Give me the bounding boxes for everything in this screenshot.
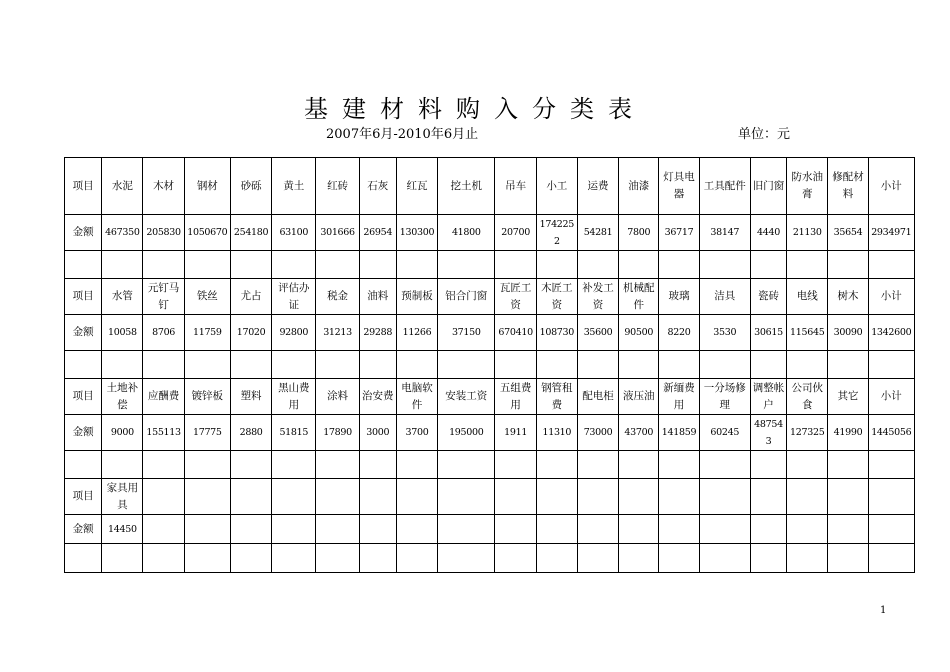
amount-cell: 8706: [143, 315, 184, 351]
empty-cell: [659, 544, 699, 573]
empty-cell: [495, 351, 536, 379]
empty-cell: [230, 451, 271, 479]
amount-cell: [750, 515, 786, 544]
amount-cell: 92800: [272, 315, 316, 351]
empty-cell: [184, 451, 230, 479]
amount-cell: 195000: [438, 415, 495, 451]
spacer-row: [65, 544, 915, 573]
empty-cell: [65, 351, 102, 379]
item-row: [65, 158, 915, 215]
amount-cell: 670410: [495, 315, 536, 351]
item-cell: 油料: [359, 279, 396, 315]
amount-cell: 54281: [577, 215, 618, 251]
amount-cell: 43700: [619, 415, 659, 451]
item-cell: 安装工资: [438, 379, 495, 415]
empty-cell: [577, 451, 618, 479]
amount-cell: 3530: [699, 315, 750, 351]
amount-cell: [577, 515, 618, 544]
empty-cell: [272, 351, 316, 379]
item-cell: 运费: [577, 158, 618, 215]
item-cell: 木匠工资: [536, 279, 577, 315]
item-cell: [230, 479, 271, 515]
amount-cell: 205830: [143, 215, 184, 251]
item-cell: 黑山费用: [272, 379, 316, 415]
page-title: 基建材料购入分类表: [304, 95, 646, 123]
empty-cell: [699, 351, 750, 379]
empty-cell: [750, 451, 786, 479]
amount-cell: 20700: [495, 215, 536, 251]
empty-cell: [787, 251, 828, 279]
amount-cell: 26954: [359, 215, 396, 251]
amount-cell: [272, 515, 316, 544]
empty-cell: [828, 544, 868, 573]
empty-cell: [396, 351, 437, 379]
amount-cell: 3700: [396, 415, 437, 451]
amount-cell: [495, 515, 536, 544]
item-cell: 税金: [316, 279, 359, 315]
item-cell: 瓦匠工资: [495, 279, 536, 315]
amount-cell: 73000: [577, 415, 618, 451]
empty-cell: [536, 544, 577, 573]
amount-cell: 37150: [438, 315, 495, 351]
amount-cell: 35654: [828, 215, 868, 251]
amount-row: [65, 515, 915, 544]
item-cell: [438, 479, 495, 515]
amount-cell: 17775: [184, 415, 230, 451]
empty-cell: [272, 451, 316, 479]
item-cell: 元钉马钉: [143, 279, 184, 315]
amount-row: [65, 315, 915, 351]
empty-cell: [536, 351, 577, 379]
empty-cell: [787, 544, 828, 573]
item-row: [65, 479, 915, 515]
empty-cell: [316, 251, 359, 279]
item-cell: 五组费用: [495, 379, 536, 415]
amount-cell: 141859: [659, 415, 699, 451]
item-cell: [699, 479, 750, 515]
amount-cell: 7800: [619, 215, 659, 251]
amount-cell: 1911: [495, 415, 536, 451]
item-cell: [495, 479, 536, 515]
amount-cell: 127325: [787, 415, 828, 451]
item-cell: 瓷砖: [750, 279, 786, 315]
empty-cell: [272, 544, 316, 573]
amount-cell: 155113: [143, 415, 184, 451]
spacer-row: [65, 351, 915, 379]
item-cell: 铝合门窗: [438, 279, 495, 315]
item-row: [65, 379, 915, 415]
amount-cell: [868, 515, 914, 544]
amount-cell: 17020: [230, 315, 271, 351]
amount-cell: 31213: [316, 315, 359, 351]
amount-cell: 301666: [316, 215, 359, 251]
amount-cell: 4440: [750, 215, 786, 251]
amount-cell: [230, 515, 271, 544]
empty-cell: [396, 451, 437, 479]
empty-cell: [750, 544, 786, 573]
item-cell: [143, 479, 184, 515]
amount-cell: 17890: [316, 415, 359, 451]
amount-cell: 8220: [659, 315, 699, 351]
empty-cell: [102, 251, 143, 279]
empty-cell: [619, 351, 659, 379]
item-cell: [536, 479, 577, 515]
amount-cell: 2934971: [868, 215, 914, 251]
empty-cell: [495, 251, 536, 279]
amount-cell: [316, 515, 359, 544]
amount-cell: 14450: [102, 515, 143, 544]
amount-cell: [184, 515, 230, 544]
amount-cell: [619, 515, 659, 544]
item-cell: 钢材: [184, 158, 230, 215]
item-cell: 电脑软件: [396, 379, 437, 415]
empty-cell: [102, 351, 143, 379]
empty-cell: [750, 351, 786, 379]
empty-cell: [868, 251, 914, 279]
empty-cell: [438, 351, 495, 379]
empty-cell: [272, 251, 316, 279]
empty-cell: [102, 544, 143, 573]
amount-cell: 35600: [577, 315, 618, 351]
item-cell: 工具配件: [699, 158, 750, 215]
item-cell: 洁具: [699, 279, 750, 315]
spacer-row: [65, 251, 915, 279]
amount-cell: 1742252: [536, 215, 577, 251]
amount-cell: [396, 515, 437, 544]
empty-cell: [438, 251, 495, 279]
amount-cell: 1445056: [868, 415, 914, 451]
empty-cell: [495, 451, 536, 479]
empty-cell: [619, 544, 659, 573]
item-cell: [619, 479, 659, 515]
amount-cell: 487543: [750, 415, 786, 451]
amount-cell: [438, 515, 495, 544]
item-cell: [359, 479, 396, 515]
item-cell: [316, 479, 359, 515]
empty-cell: [577, 544, 618, 573]
item-row: [65, 279, 915, 315]
empty-cell: [65, 251, 102, 279]
unit-label: 单位：元: [738, 127, 791, 142]
empty-cell: [787, 451, 828, 479]
empty-cell: [619, 251, 659, 279]
item-cell: 玻璃: [659, 279, 699, 315]
amount-cell: 11266: [396, 315, 437, 351]
row-header: 金额: [65, 215, 102, 251]
empty-cell: [230, 351, 271, 379]
item-cell: 挖土机: [438, 158, 495, 215]
empty-cell: [659, 451, 699, 479]
empty-cell: [143, 544, 184, 573]
item-cell: 红瓦: [396, 158, 437, 215]
item-cell: [868, 479, 914, 515]
amount-cell: [536, 515, 577, 544]
amount-cell: 10058: [102, 315, 143, 351]
page-number: 1: [880, 605, 887, 616]
amount-cell: 1342600: [868, 315, 914, 351]
amount-cell: [143, 515, 184, 544]
row-header: 项目: [65, 379, 102, 415]
item-cell: 土地补偿: [102, 379, 143, 415]
item-cell: 电线: [787, 279, 828, 315]
empty-cell: [184, 251, 230, 279]
empty-cell: [143, 451, 184, 479]
empty-cell: [316, 451, 359, 479]
item-cell: 小工: [536, 158, 577, 215]
amount-cell: 60245: [699, 415, 750, 451]
empty-cell: [868, 351, 914, 379]
item-cell: 灯具电器: [659, 158, 699, 215]
amount-cell: 115645: [787, 315, 828, 351]
empty-cell: [65, 451, 102, 479]
item-cell: 液压油: [619, 379, 659, 415]
empty-cell: [868, 451, 914, 479]
amount-cell: 29288: [359, 315, 396, 351]
item-cell: 其它: [828, 379, 868, 415]
empty-cell: [316, 351, 359, 379]
item-cell: 调整帐户: [750, 379, 786, 415]
amount-cell: 3000: [359, 415, 396, 451]
item-cell: 小计: [868, 379, 914, 415]
amount-cell: 30090: [828, 315, 868, 351]
empty-cell: [359, 544, 396, 573]
row-header: 项目: [65, 158, 102, 215]
amount-cell: 130300: [396, 215, 437, 251]
empty-cell: [787, 351, 828, 379]
spacer-row: [65, 451, 915, 479]
amount-cell: 9000: [102, 415, 143, 451]
empty-cell: [536, 251, 577, 279]
empty-cell: [184, 351, 230, 379]
row-header: 金额: [65, 415, 102, 451]
item-cell: 镀锌板: [184, 379, 230, 415]
amount-cell: 30615: [750, 315, 786, 351]
empty-cell: [828, 251, 868, 279]
row-header: 项目: [65, 279, 102, 315]
empty-cell: [577, 351, 618, 379]
item-cell: 砂砾: [230, 158, 271, 215]
item-cell: 黄土: [272, 158, 316, 215]
date-range: 2007年6月-2010年6月止: [326, 127, 479, 142]
amount-cell: [359, 515, 396, 544]
empty-cell: [495, 544, 536, 573]
amount-cell: [828, 515, 868, 544]
empty-cell: [316, 544, 359, 573]
empty-cell: [359, 351, 396, 379]
empty-cell: [230, 251, 271, 279]
item-cell: 家具用具: [102, 479, 143, 515]
amount-cell: [699, 515, 750, 544]
item-cell: 小计: [868, 158, 914, 215]
item-cell: 旧门窗: [750, 158, 786, 215]
amount-cell: 36717: [659, 215, 699, 251]
item-cell: 应酬费: [143, 379, 184, 415]
item-cell: 树木: [828, 279, 868, 315]
amount-cell: 41990: [828, 415, 868, 451]
empty-cell: [699, 251, 750, 279]
item-cell: 石灰: [359, 158, 396, 215]
empty-cell: [536, 451, 577, 479]
item-cell: 修配材料: [828, 158, 868, 215]
empty-cell: [438, 544, 495, 573]
item-cell: [828, 479, 868, 515]
amount-cell: 254180: [230, 215, 271, 251]
amount-cell: [659, 515, 699, 544]
amount-cell: 63100: [272, 215, 316, 251]
item-cell: [272, 479, 316, 515]
empty-cell: [396, 544, 437, 573]
amount-cell: 90500: [619, 315, 659, 351]
amount-cell: 41800: [438, 215, 495, 251]
item-cell: 水泥: [102, 158, 143, 215]
empty-cell: [828, 451, 868, 479]
amount-cell: 11310: [536, 415, 577, 451]
empty-cell: [230, 544, 271, 573]
empty-cell: [396, 251, 437, 279]
amount-cell: 108730: [536, 315, 577, 351]
amount-cell: [787, 515, 828, 544]
item-cell: [396, 479, 437, 515]
empty-cell: [699, 451, 750, 479]
item-cell: 塑料: [230, 379, 271, 415]
item-cell: [787, 479, 828, 515]
item-cell: [184, 479, 230, 515]
item-cell: 铁丝: [184, 279, 230, 315]
empty-cell: [699, 544, 750, 573]
item-cell: 补发工资: [577, 279, 618, 315]
item-cell: 治安费: [359, 379, 396, 415]
amount-cell: 2880: [230, 415, 271, 451]
item-cell: 钢管租费: [536, 379, 577, 415]
empty-cell: [143, 251, 184, 279]
amount-cell: 21130: [787, 215, 828, 251]
item-cell: 尤占: [230, 279, 271, 315]
item-cell: [750, 479, 786, 515]
item-cell: 一分场修理: [699, 379, 750, 415]
empty-cell: [828, 351, 868, 379]
empty-cell: [438, 451, 495, 479]
item-cell: 评估办证: [272, 279, 316, 315]
item-cell: 公司伙食: [787, 379, 828, 415]
empty-cell: [102, 451, 143, 479]
item-cell: 机械配件: [619, 279, 659, 315]
empty-cell: [750, 251, 786, 279]
empty-cell: [184, 544, 230, 573]
item-cell: [659, 479, 699, 515]
item-cell: [577, 479, 618, 515]
empty-cell: [359, 251, 396, 279]
item-cell: 配电柜: [577, 379, 618, 415]
item-cell: 预制板: [396, 279, 437, 315]
amount-cell: 11759: [184, 315, 230, 351]
empty-cell: [577, 251, 618, 279]
empty-cell: [359, 451, 396, 479]
empty-cell: [65, 544, 102, 573]
item-cell: 防水油膏: [787, 158, 828, 215]
item-cell: 油漆: [619, 158, 659, 215]
amount-cell: 467350: [102, 215, 143, 251]
amount-row: [65, 415, 915, 451]
empty-cell: [868, 544, 914, 573]
amount-cell: 38147: [699, 215, 750, 251]
empty-cell: [619, 451, 659, 479]
item-cell: 木材: [143, 158, 184, 215]
materials-table: [64, 157, 915, 573]
row-header: 金额: [65, 315, 102, 351]
item-cell: 吊车: [495, 158, 536, 215]
empty-cell: [659, 251, 699, 279]
empty-cell: [143, 351, 184, 379]
amount-cell: 51815: [272, 415, 316, 451]
amount-row: [65, 215, 915, 251]
item-cell: 红砖: [316, 158, 359, 215]
item-cell: 新缅费用: [659, 379, 699, 415]
row-header: 金额: [65, 515, 102, 544]
item-cell: 小计: [868, 279, 914, 315]
amount-cell: 1050670: [184, 215, 230, 251]
empty-cell: [659, 351, 699, 379]
item-cell: 涂料: [316, 379, 359, 415]
row-header: 项目: [65, 479, 102, 515]
item-cell: 水管: [102, 279, 143, 315]
